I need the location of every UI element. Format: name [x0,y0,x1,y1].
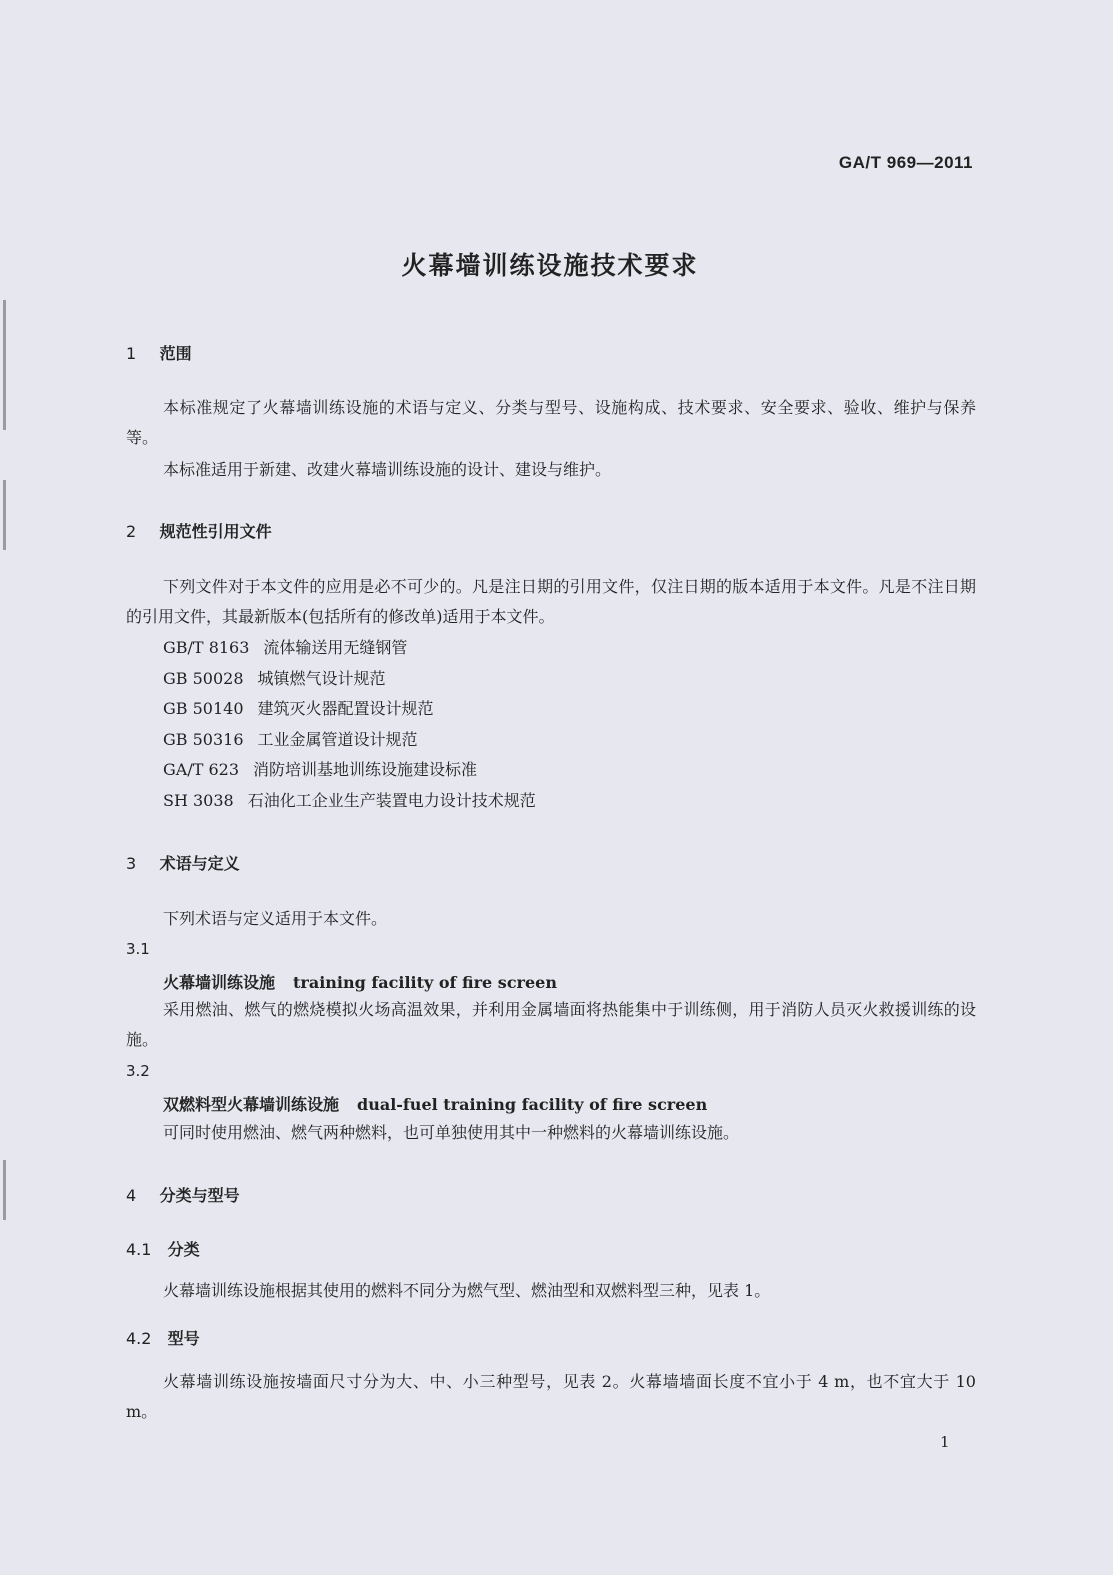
document-title: 火幕墙训练设施技术要求 [401,251,699,280]
section-number: 2 [126,522,137,541]
paragraph: 火幕墙训练设施根据其使用的燃料不同分为燃气型、燃油型和双燃料型三种，见表 1。 [163,1281,771,1300]
subsection-4-2-heading [126,1326,200,1349]
subsection-title: 分类 [167,1240,200,1259]
subsection-number: 4.1 [126,1240,152,1259]
section-3-heading [126,851,240,874]
section-title: 规范性引用文件 [159,522,272,541]
paragraph: 下列术语与定义适用于本文件。 [163,909,388,928]
term-definition: 可同时使用燃油、燃气两种燃料，也可单独使用其中一种燃料的火幕墙训练设施。 [163,1123,740,1142]
scan-edge-mark [3,300,6,430]
subsection-title: 型号 [167,1329,200,1348]
standard-code: GA/T 969—2011 [838,153,973,172]
reference-code: GB 50316 [163,730,244,749]
term-heading [163,970,557,993]
subsection-4-1-heading [126,1237,200,1260]
section-4-heading [126,1183,240,1206]
section-1-heading [126,341,192,364]
term-number: 3.2 [126,1062,150,1080]
reference-code: GB/T 8163 [163,638,250,657]
reference-item [163,694,434,724]
reference-code: SH 3038 [163,791,234,810]
reference-item [163,664,386,694]
section-title: 分类与型号 [159,1186,240,1205]
reference-item [163,725,418,755]
term-chinese: 火幕墙训练设施 [163,973,276,992]
term-heading [163,1092,707,1115]
section-2-heading [126,519,272,542]
reference-code: GA/T 623 [163,760,240,779]
section-number: 3 [126,854,137,873]
reference-item [163,633,407,663]
reference-name: 工业金属管道设计规范 [257,730,418,749]
reference-item [163,786,536,816]
section-title: 术语与定义 [159,854,240,873]
paragraph: 本标准适用于新建、改建火幕墙训练设施的设计、建设与维护。 [163,460,612,479]
reference-name: 建筑灭火器配置设计规范 [257,699,434,718]
reference-code: GB 50140 [163,699,244,718]
paragraph: 下列文件对于本文件的应用是必不可少的。凡是注日期的引用文件，仅注日期的版本适用于本文件。凡是不注日期的引用文件，其最新版本(包括所有的修改单)适用于本文件。 [126,577,976,626]
scan-edge-mark [3,1160,6,1220]
term-english: training facility of fire screen [293,973,557,992]
section-number: 4 [126,1186,137,1205]
section-number: 1 [126,344,137,363]
paragraph: 本标准规定了火幕墙训练设施的术语与定义、分类与型号、设施构成、技术要求、安全要求、验收、维护与保养等。 [126,398,976,447]
term-english: dual-fuel training facility of fire screen [357,1095,708,1114]
reference-name: 城镇燃气设计规范 [257,669,386,688]
page-number: 1 [940,1433,950,1451]
reference-name: 消防培训基地训练设施建设标准 [253,760,478,779]
reference-code: GB 50028 [163,669,244,688]
term-chinese: 双燃料型火幕墙训练设施 [163,1095,340,1114]
term-definition: 采用燃油、燃气的燃烧模拟火场高温效果，并利用金属墙面将热能集中于训练侧，用于消防人员灭火救援训练的设施。 [126,1000,976,1049]
paragraph: 火幕墙训练设施按墙面尺寸分为大、中、小三种型号，见表 2。火幕墙墙面长度不宜小于 4 m，也不宜大于 10 m。 [126,1372,976,1421]
section-title: 范围 [159,344,192,363]
subsection-number: 4.2 [126,1329,152,1348]
reference-item [163,755,477,785]
term-number: 3.1 [126,940,150,958]
scan-edge-mark [3,480,6,550]
reference-name: 石油化工企业生产装置电力设计技术规范 [247,791,536,810]
reference-name: 流体输送用无缝钢管 [263,638,408,657]
